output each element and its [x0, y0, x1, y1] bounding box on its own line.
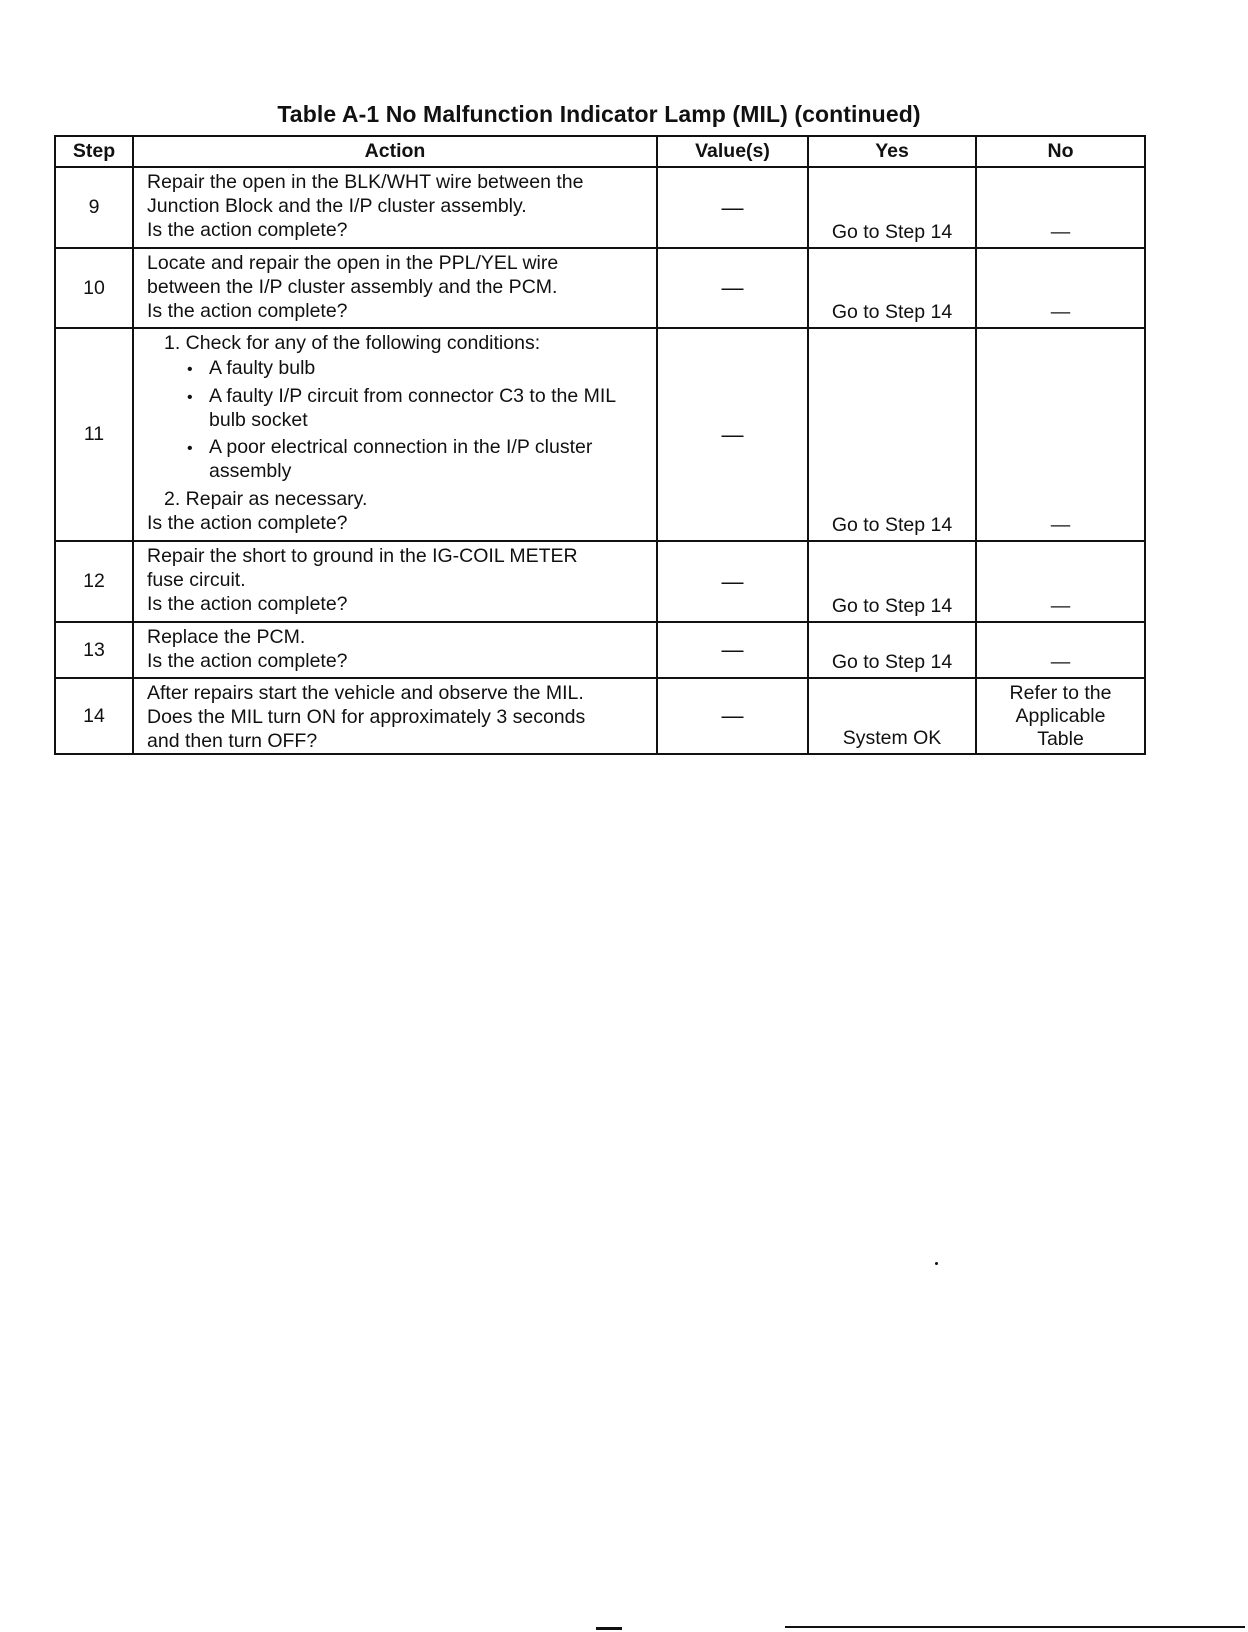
no-cell: — [976, 248, 1145, 328]
no-cell: — [976, 541, 1145, 622]
action-cell [133, 622, 657, 678]
action-line: Is the action complete? [147, 593, 348, 615]
action-cell [133, 248, 657, 328]
action-cell [133, 328, 657, 541]
yes-cell: Go to Step 14 [808, 328, 976, 541]
header-no: No [976, 136, 1145, 167]
action-line: between the I/P cluster assembly and the PCM. [147, 276, 558, 298]
action-line: Repair the short to ground in the IG-COIL METER [147, 545, 578, 567]
no-line: Refer to the [1009, 681, 1112, 704]
yes-cell: Go to Step 14 [808, 541, 976, 622]
value-cell: — [657, 541, 808, 622]
action-question: Is the action complete? [147, 512, 348, 534]
action-line: fuse circuit. [147, 569, 246, 591]
action-line: After repairs start the vehicle and observe the MIL. [147, 682, 584, 704]
action-item-repair: 2. Repair as necessary. [164, 488, 368, 510]
page-title: Table A-1 No Malfunction Indicator Lamp (MIL) (continued) [277, 101, 921, 127]
no-line: Table [1037, 727, 1084, 750]
footer-rule-short [596, 1627, 622, 1630]
action-line: Junction Block and the I/P cluster assembly. [147, 195, 527, 217]
table-header-row [55, 136, 1145, 167]
action-line: Does the MIL turn ON for approximately 3 seconds [147, 706, 586, 728]
no-cell: — [976, 328, 1145, 541]
table-row [55, 541, 1145, 622]
action-line: Locate and repair the open in the PPL/YEL wire [147, 252, 559, 274]
footer-rule-long [785, 1626, 1245, 1628]
header-values: Value(s) [657, 136, 808, 167]
scan-speck [935, 1262, 938, 1265]
value-cell: — [657, 167, 808, 248]
yes-cell: Go to Step 14 [808, 622, 976, 678]
table-row [55, 622, 1145, 678]
value-cell: — [657, 328, 808, 541]
action-line: Replace the PCM. [147, 626, 306, 648]
step-number: 11 [55, 328, 133, 541]
action-line: Is the action complete? [147, 650, 348, 672]
yes-cell: Go to Step 14 [808, 248, 976, 328]
diagnostic-table [54, 135, 1146, 755]
action-cell [133, 167, 657, 248]
action-line: and then turn OFF? [147, 730, 318, 752]
header-yes: Yes [808, 136, 976, 167]
yes-cell: System OK [808, 678, 976, 754]
step-number: 10 [55, 248, 133, 328]
table-row [55, 678, 1145, 754]
table-row [55, 248, 1145, 328]
step-number: 12 [55, 541, 133, 622]
step-number: 9 [55, 167, 133, 248]
action-line: Is the action complete? [147, 219, 348, 241]
value-cell: — [657, 248, 808, 328]
header-action: Action [133, 136, 657, 167]
action-cell [133, 541, 657, 622]
bullet-item: • A poor electrical connection in the I/P cluster assembly [147, 436, 648, 483]
action-line: Repair the open in the BLK/WHT wire between the [147, 171, 584, 193]
bullet-item: • A faulty bulb [147, 357, 648, 381]
value-cell: — [657, 678, 808, 754]
action-line: Is the action complete? [147, 300, 348, 322]
step-number: 13 [55, 622, 133, 678]
bullet-item: • A faulty I/P circuit from connector C3 to the MIL bulb socket [147, 385, 648, 432]
table-row [55, 167, 1145, 248]
no-cell: — [976, 167, 1145, 248]
value-cell: — [657, 622, 808, 678]
table-row [55, 328, 1145, 541]
action-cell [133, 678, 657, 754]
header-step: Step [55, 136, 133, 167]
step-number: 14 [55, 678, 133, 754]
no-line: Applicable [1015, 704, 1106, 727]
action-item-check: 1. Check for any of the following conditions: [164, 332, 541, 354]
no-cell [976, 678, 1145, 754]
no-cell: — [976, 622, 1145, 678]
yes-cell: Go to Step 14 [808, 167, 976, 248]
